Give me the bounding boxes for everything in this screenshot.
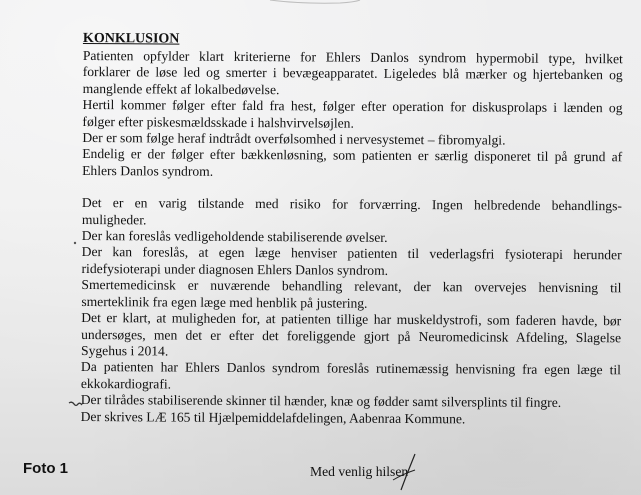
- text-line: Der er som følge heraf indtrådt overfølsomhed i nervesystemet – fibromyalgi.: [82, 130, 506, 148]
- text-line: ridefysioterapi under diagnosen Ehlers Danlos syndrom.: [81, 260, 389, 278]
- photo-label: Foto 1: [23, 460, 68, 477]
- paragraph-muscular-dystrophy: [81, 310, 621, 363]
- text-line: muligheder.: [81, 211, 147, 228]
- text-line: Patienten opfylder klart kriterierne for Ehlers Danlos syndrom hypermobil type, hvilket: [82, 47, 623, 67]
- text-line: Smertemedicinsk er nuværende behandling relevant, der kan overvejes henvisning til: [81, 277, 622, 296]
- text-line: smerteklinik fra egen læge med henblik på justering.: [81, 293, 368, 311]
- text-line: Det er klart, at muligheden for, at patienten tillige har muskeldystrofi, som faderen havde, bør: [81, 310, 622, 329]
- paragraph-diagnosis: [83, 48, 623, 101]
- text-line: Der tilrådes stabiliserende skinner til hænder, knæ og fødder samt silversplints til fingre.: [80, 392, 562, 411]
- document-body: [81, 31, 623, 428]
- closing-greeting: Med venlig hilsen: [310, 464, 409, 479]
- text-line: følger efter piskesmældsskade i halshvirvelsøjlen.: [82, 113, 354, 131]
- page-fold-edge: [0, 0, 641, 14]
- paragraph-echocardiography: [81, 359, 621, 395]
- paragraph-pelvic: [82, 146, 622, 182]
- text-line: Sygehus i 2014.: [81, 342, 169, 359]
- text-line: manglende effekt af lokalbedøvelse.: [82, 80, 280, 98]
- text-line: Hertil kommer følger efter fald fra hest, følger efter operation for diskusprolaps i lænden og: [82, 97, 623, 116]
- text-line: Der skrives LÆ 165 til Hjælpemiddelafdelingen, Aabenraa Kommune.: [80, 408, 466, 426]
- text-line: undersøges, men det er efter det foreliggende gjort på Neuromedicinsk Afdeling, Slagelse: [81, 326, 622, 345]
- paragraph-pain-medicine: [81, 277, 621, 313]
- text-line: Endelig er der følger efter bækkenløsning, som patienten er særlig disponeret til på grund af: [82, 146, 623, 165]
- handwritten-tick-mark: [68, 400, 84, 412]
- paragraph-injuries: [82, 97, 622, 133]
- text-line: Der kan foreslås vedligeholdende stabiliserende øvelser.: [81, 228, 388, 245]
- paragraph-aids-request: [81, 409, 621, 429]
- text-line: ekkokardiografi.: [80, 375, 172, 392]
- signature-scribble: [385, 450, 425, 495]
- paragraph-prognosis: [82, 195, 622, 231]
- ink-dot-mark: [72, 240, 78, 246]
- text-line: Der kan foreslås, at egen læge henviser patienten til vederlagsfri fysioterapi herunder: [81, 244, 622, 263]
- text-line: Ehlers Danlos syndrom.: [82, 162, 214, 179]
- text-line: Da patienten har Ehlers Danlos syndrom foreslås rutinemæssig henvisning fra egen læge til: [80, 359, 621, 378]
- text-line: Det er en varig tilstande med risiko for forværring. Ingen helbredende behandlings-: [81, 195, 622, 214]
- paragraph-physiotherapy: [81, 244, 621, 280]
- conclusion-heading: KONKLUSION: [82, 31, 180, 47]
- text-line: forklarer de løse led og smerter i bevægeapparatet. Ligeledes blå mærker og hjertebanken og: [82, 64, 623, 83]
